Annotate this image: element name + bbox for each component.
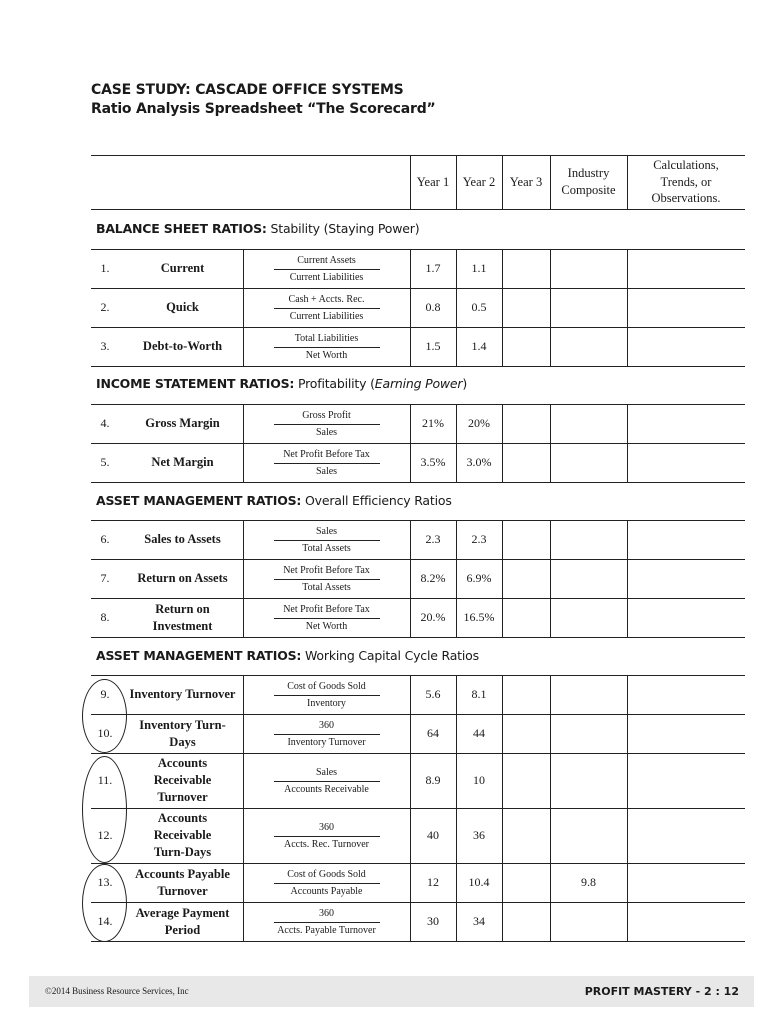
row-border <box>91 482 745 483</box>
ratio-formula <box>243 716 410 752</box>
fraction-bar <box>274 540 380 541</box>
fraction-bar <box>274 347 380 348</box>
ratio-formula <box>243 445 410 481</box>
row-number: 8. <box>100 610 110 624</box>
ratio-formula <box>243 763 410 799</box>
year3-value <box>502 288 550 327</box>
ratio-name-line: Turnover <box>157 789 208 804</box>
ratio-name <box>122 675 243 714</box>
observations-header-line: Observations. <box>651 191 721 206</box>
observations-cell <box>627 288 745 327</box>
industry-value <box>550 443 627 482</box>
ratio-formula <box>243 677 410 713</box>
year1-value: 8.9 <box>425 773 441 787</box>
ratio-formula <box>243 818 410 854</box>
fraction-bar <box>274 695 380 696</box>
industry-value <box>550 714 627 753</box>
ratio-name-line: Average Payment <box>135 905 230 920</box>
industry-value: 9.8 <box>581 875 596 889</box>
observations-header-line: Trends, or <box>660 174 712 189</box>
section-working-capital <box>96 648 479 663</box>
formula-numerator: 360 <box>319 907 334 919</box>
ratio-name <box>122 808 243 863</box>
section-description: Profitability ( <box>294 376 375 391</box>
year2-header: Year 2 <box>462 174 496 189</box>
formula-numerator: 360 <box>319 719 334 731</box>
ratio-name <box>122 327 243 366</box>
fraction-bar <box>274 269 380 270</box>
ratio-name-line: Accounts <box>157 811 208 826</box>
industry-header-line: Composite <box>561 183 616 197</box>
ratio-name-line: Receivable <box>153 828 212 843</box>
industry-value <box>550 902 627 941</box>
ratio-name <box>122 288 243 327</box>
observations-cell <box>627 808 745 863</box>
year3-value <box>502 443 550 482</box>
page-number: PROFIT MASTERY - 2 : 12 <box>584 985 739 998</box>
year3-value <box>502 902 550 941</box>
year1-value: 0.8 <box>425 300 441 314</box>
fraction-bar <box>274 308 380 309</box>
year2-value: 36 <box>473 828 485 842</box>
ratio-name-line: Quick <box>166 300 199 315</box>
ratio-name <box>122 863 243 902</box>
ratio-name-line: Days <box>169 734 196 749</box>
hand-drawn-circle <box>82 756 127 863</box>
year1-value: 2.3 <box>425 532 441 546</box>
ratio-name <box>122 520 243 559</box>
section-description-italic: Earning Power <box>374 376 463 391</box>
row-number: 3. <box>100 339 110 353</box>
hand-drawn-circle <box>82 679 127 753</box>
year2-value: 10.4 <box>468 875 490 889</box>
year3-value <box>502 808 550 863</box>
ratio-name-line: Inventory Turnover <box>129 687 236 702</box>
ratio-formula <box>243 290 410 326</box>
ratio-name-line: Debt-to-Worth <box>142 339 223 354</box>
year1-value: 64 <box>427 726 439 740</box>
section-balance-sheet <box>96 221 419 236</box>
year2-value: 10 <box>473 773 485 787</box>
ratio-name-line: Turnover <box>157 883 208 898</box>
year2-value: 20% <box>468 416 490 430</box>
ratio-name-line: Turn-Days <box>153 844 212 859</box>
industry-header-line: Industry <box>567 166 610 181</box>
year3-value <box>502 249 550 288</box>
ratio-formula <box>243 329 410 365</box>
year1-value: 12 <box>427 875 439 889</box>
section-asset-efficiency <box>96 493 452 508</box>
hand-drawn-circle <box>82 864 127 942</box>
formula-denominator: Current Liabilities <box>289 271 364 283</box>
formula-numerator: Total Liabilities <box>294 332 359 344</box>
ratio-name-line: Inventory Turn- <box>139 717 226 732</box>
formula-denominator: Net Worth <box>305 349 348 361</box>
fraction-bar <box>274 883 380 884</box>
row-number: 6. <box>100 532 110 546</box>
ratio-name-line: Investment <box>152 618 213 633</box>
row-number: 10. <box>97 726 113 740</box>
year2-value: 2.3 <box>471 532 487 546</box>
ratio-name-line: Return on Assets <box>137 571 228 586</box>
row-number: 11. <box>97 773 113 787</box>
ratio-formula <box>243 865 410 901</box>
industry-value <box>550 598 627 637</box>
section-label: ASSET MANAGEMENT RATIOS: <box>96 493 302 508</box>
formula-denominator: Accounts Payable <box>290 885 363 897</box>
section-income-statement <box>96 376 467 391</box>
industry-value <box>550 327 627 366</box>
row-number: 4. <box>100 416 110 430</box>
year3-value <box>502 753 550 808</box>
ratio-name <box>122 404 243 443</box>
industry-value <box>550 675 627 714</box>
fraction-bar <box>274 463 380 464</box>
year1-value: 20.% <box>420 610 446 624</box>
formula-denominator: Accounts Receivable <box>284 783 369 795</box>
year1-value: 5.6 <box>425 687 441 701</box>
formula-numerator: Sales <box>315 766 338 778</box>
fraction-bar <box>274 618 380 619</box>
year3-value <box>502 559 550 598</box>
copyright-text: ©2014 Business Resource Services, Inc <box>45 986 189 996</box>
section-label: ASSET MANAGEMENT RATIOS: <box>96 648 302 663</box>
formula-denominator: Inventory <box>307 697 346 709</box>
ratio-formula <box>243 406 410 442</box>
industry-value <box>550 753 627 808</box>
ratio-formula <box>243 561 410 597</box>
observations-cell <box>627 559 745 598</box>
fraction-bar <box>274 922 380 923</box>
row-border <box>91 637 745 638</box>
observations-cell <box>627 404 745 443</box>
year2-value: 1.1 <box>471 261 487 275</box>
industry-value <box>550 404 627 443</box>
observations-header-line: Calculations, <box>653 157 719 172</box>
formula-numerator: Net Profit Before Tax <box>283 448 370 460</box>
ratio-formula <box>243 904 410 940</box>
formula-denominator: Inventory Turnover <box>287 736 366 748</box>
year3-value <box>502 863 550 902</box>
ratio-name-line: Gross Margin <box>145 416 220 431</box>
formula-numerator: Gross Profit <box>302 409 351 421</box>
formula-numerator: Net Profit Before Tax <box>283 564 370 576</box>
row-border <box>91 941 745 942</box>
page-footer <box>29 976 754 1007</box>
row-number: 14. <box>97 914 113 928</box>
section-label: BALANCE SHEET RATIOS: <box>96 221 267 236</box>
observations-cell <box>627 598 745 637</box>
ratio-name-line: Accounts <box>157 756 208 771</box>
formula-denominator: Net Worth <box>305 620 348 632</box>
formula-denominator: Total Assets <box>302 581 351 593</box>
year3-value <box>502 327 550 366</box>
ratio-name <box>122 753 243 808</box>
year1-header: Year 1 <box>416 174 450 189</box>
year2-value: 16.5% <box>463 610 495 624</box>
row-number: 2. <box>100 300 110 314</box>
row-number: 5. <box>100 455 110 469</box>
fraction-bar <box>274 781 380 782</box>
ratio-name-line: Receivable <box>153 773 212 788</box>
year1-value: 21% <box>422 416 444 430</box>
observations-header <box>627 155 745 209</box>
year1-value: 3.5% <box>420 455 446 469</box>
industry-value <box>550 288 627 327</box>
observations-cell <box>627 249 745 288</box>
formula-numerator: Net Profit Before Tax <box>283 603 370 615</box>
fraction-bar <box>274 579 380 580</box>
formula-numerator: Sales <box>315 525 338 537</box>
section-description: ) <box>462 376 468 391</box>
industry-value <box>550 808 627 863</box>
ratio-name-line: Sales to Assets <box>144 532 221 547</box>
ratio-formula <box>243 522 410 558</box>
year2-value: 3.0% <box>466 455 492 469</box>
year3-value <box>502 598 550 637</box>
section-description: Stability (Staying Power) <box>266 221 420 236</box>
ratio-name-line: Current <box>160 261 205 276</box>
year2-value: 34 <box>473 914 485 928</box>
fraction-bar <box>274 836 380 837</box>
observations-cell <box>627 753 745 808</box>
year3-value <box>502 714 550 753</box>
year3-value <box>502 404 550 443</box>
year1-value: 8.2% <box>420 571 446 585</box>
year2-value: 1.4 <box>471 339 487 353</box>
row-number: 13. <box>97 875 113 889</box>
case-study-title: CASE STUDY: CASCADE OFFICE SYSTEMS <box>91 82 404 98</box>
section-description: Overall Efficiency Ratios <box>301 493 452 508</box>
row-number: 1. <box>100 261 110 275</box>
year2-value: 8.1 <box>471 687 487 701</box>
formula-numerator: 360 <box>319 821 334 833</box>
ratio-name-line: Accounts Payable <box>135 866 230 881</box>
observations-cell <box>627 520 745 559</box>
year2-value: 6.9% <box>466 571 492 585</box>
ratio-formula <box>243 600 410 636</box>
spreadsheet-subtitle: Ratio Analysis Spreadsheet “The Scorecard” <box>91 101 436 117</box>
ratio-name <box>122 559 243 598</box>
formula-denominator: Accts. Payable Turnover <box>277 924 376 936</box>
header-bottom-border <box>91 209 745 210</box>
observations-cell <box>627 675 745 714</box>
industry-value <box>550 559 627 598</box>
formula-denominator: Current Liabilities <box>289 310 364 322</box>
observations-cell <box>627 714 745 753</box>
ratio-name-line: Period <box>164 922 201 937</box>
row-number: 9. <box>100 687 110 701</box>
formula-numerator: Current Assets <box>297 254 356 266</box>
industry-composite-header <box>550 155 627 209</box>
formula-denominator: Sales <box>315 465 338 477</box>
ratio-name-line: Net Margin <box>151 455 214 470</box>
row-number: 7. <box>100 571 110 585</box>
year1-value: 40 <box>427 828 439 842</box>
year1-value: 1.7 <box>425 261 441 275</box>
formula-numerator: Cost of Goods Sold <box>287 868 366 880</box>
ratio-name <box>122 714 243 753</box>
industry-value <box>550 520 627 559</box>
formula-numerator: Cost of Goods Sold <box>287 680 366 692</box>
formula-denominator: Sales <box>315 426 338 438</box>
ratio-name <box>122 443 243 482</box>
year2-value: 0.5 <box>471 300 487 314</box>
year3-header: Year 3 <box>509 174 543 189</box>
ratio-name-line: Return on <box>155 601 210 616</box>
formula-denominator: Accts. Rec. Turnover <box>284 838 369 850</box>
observations-cell <box>627 902 745 941</box>
ratio-formula <box>243 251 410 287</box>
row-number: 12. <box>97 828 113 842</box>
section-label: INCOME STATEMENT RATIOS: <box>96 376 295 391</box>
year3-value <box>502 675 550 714</box>
ratio-name <box>122 902 243 941</box>
row-border <box>91 366 745 367</box>
ratio-name <box>122 249 243 288</box>
observations-cell <box>627 863 745 902</box>
year3-value <box>502 520 550 559</box>
fraction-bar <box>274 424 380 425</box>
fraction-bar <box>274 734 380 735</box>
year2-value: 44 <box>473 726 485 740</box>
year1-value: 1.5 <box>425 339 441 353</box>
formula-denominator: Total Assets <box>302 542 351 554</box>
year1-value: 30 <box>427 914 439 928</box>
ratio-name <box>122 598 243 637</box>
observations-cell <box>627 443 745 482</box>
industry-value <box>550 249 627 288</box>
observations-cell <box>627 327 745 366</box>
formula-numerator: Cash + Accts. Rec. <box>288 293 365 305</box>
section-description: Working Capital Cycle Ratios <box>301 648 479 663</box>
